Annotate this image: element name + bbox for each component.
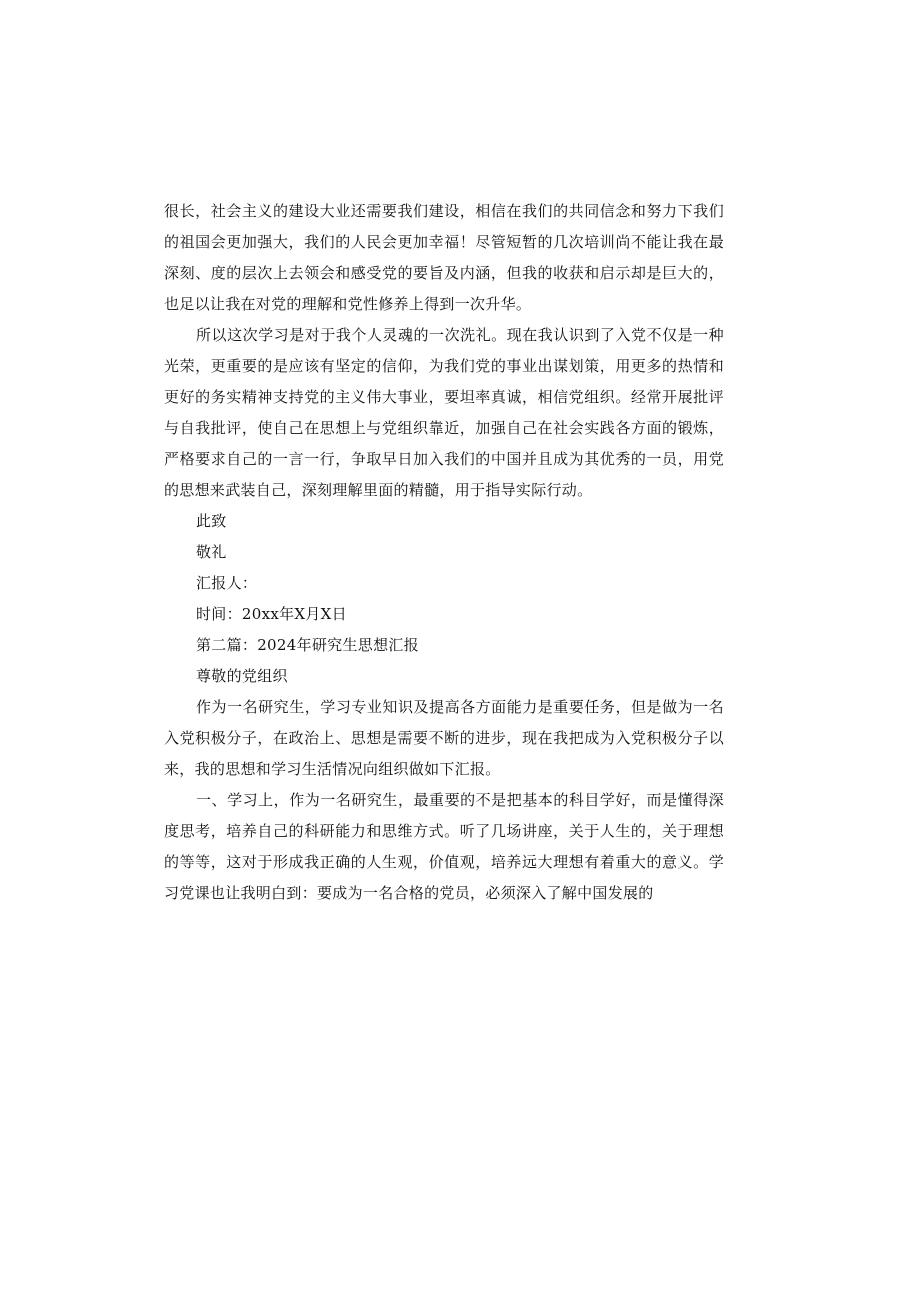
paragraph-1: 很长，社会主义的建设大业还需要我们建设，相信在我们的共同信念和努力下我们的祖国会更加强大，我们的人民会更加幸福！尽管短暂的几次培训尚不能让我在最深刻、度的层次上去领会和感受党的要旨及内涵，但我的收获和启示却是巨大的，也足以让我在对党的理解和党性修养上得到一次升华。: [164, 202, 724, 313]
reporter-label: 汇报人：: [196, 574, 258, 592]
document-page: [164, 196, 724, 909]
second-article-title: 第二篇：2024年研究生思想汇报: [196, 636, 419, 654]
report-time: 时间：20xx年X月X日: [196, 605, 347, 623]
second-paragraph-2: 一、学习上，作为一名研究生，最重要的不是把基本的科目学好，而是懂得深度思考，培养自己的科研能力和思维方式。听了几场讲座，关于人生的，关于理想的等等，这对于形成我正确的人生观，价值观，培养远大理想有着重大的意义。学习党课也让我明白到：要成为一名合格的党员，必须深入了解中国发展的: [164, 791, 724, 902]
paragraph-2: 所以这次学习是对于我个人灵魂的一次洗礼。现在我认识到了入党不仅是一种光荣，更重要的是应该有坚定的信仰，为我们党的事业出谋划策，用更多的热情和更好的务实精神支持党的主义伟大事业，要坦率真诚，相信党组织。经常开展批评与自我批评，使自己在思想上与党组织靠近，加强自己在社会实践各方面的锻炼，严格要求自己的一言一行，争取早日加入我们的中国并且成为其优秀的一员，用党的思想来武装自己，深刻理解里面的精髓，用于指导实际行动。: [164, 326, 724, 499]
second-paragraph-1: 作为一名研究生，学习专业知识及提高各方面能力是重要任务，但是做为一名入党积极分子，在政治上、思想是需要不断的进步，现在我把成为入党积极分子以来，我的思想和学习生活情况向组织做如下汇报。: [164, 698, 724, 778]
salutation: 尊敬的党组织: [196, 667, 288, 685]
closing-ci-zhi: 此致: [196, 512, 227, 530]
closing-jing-li: 敬礼: [196, 543, 227, 561]
